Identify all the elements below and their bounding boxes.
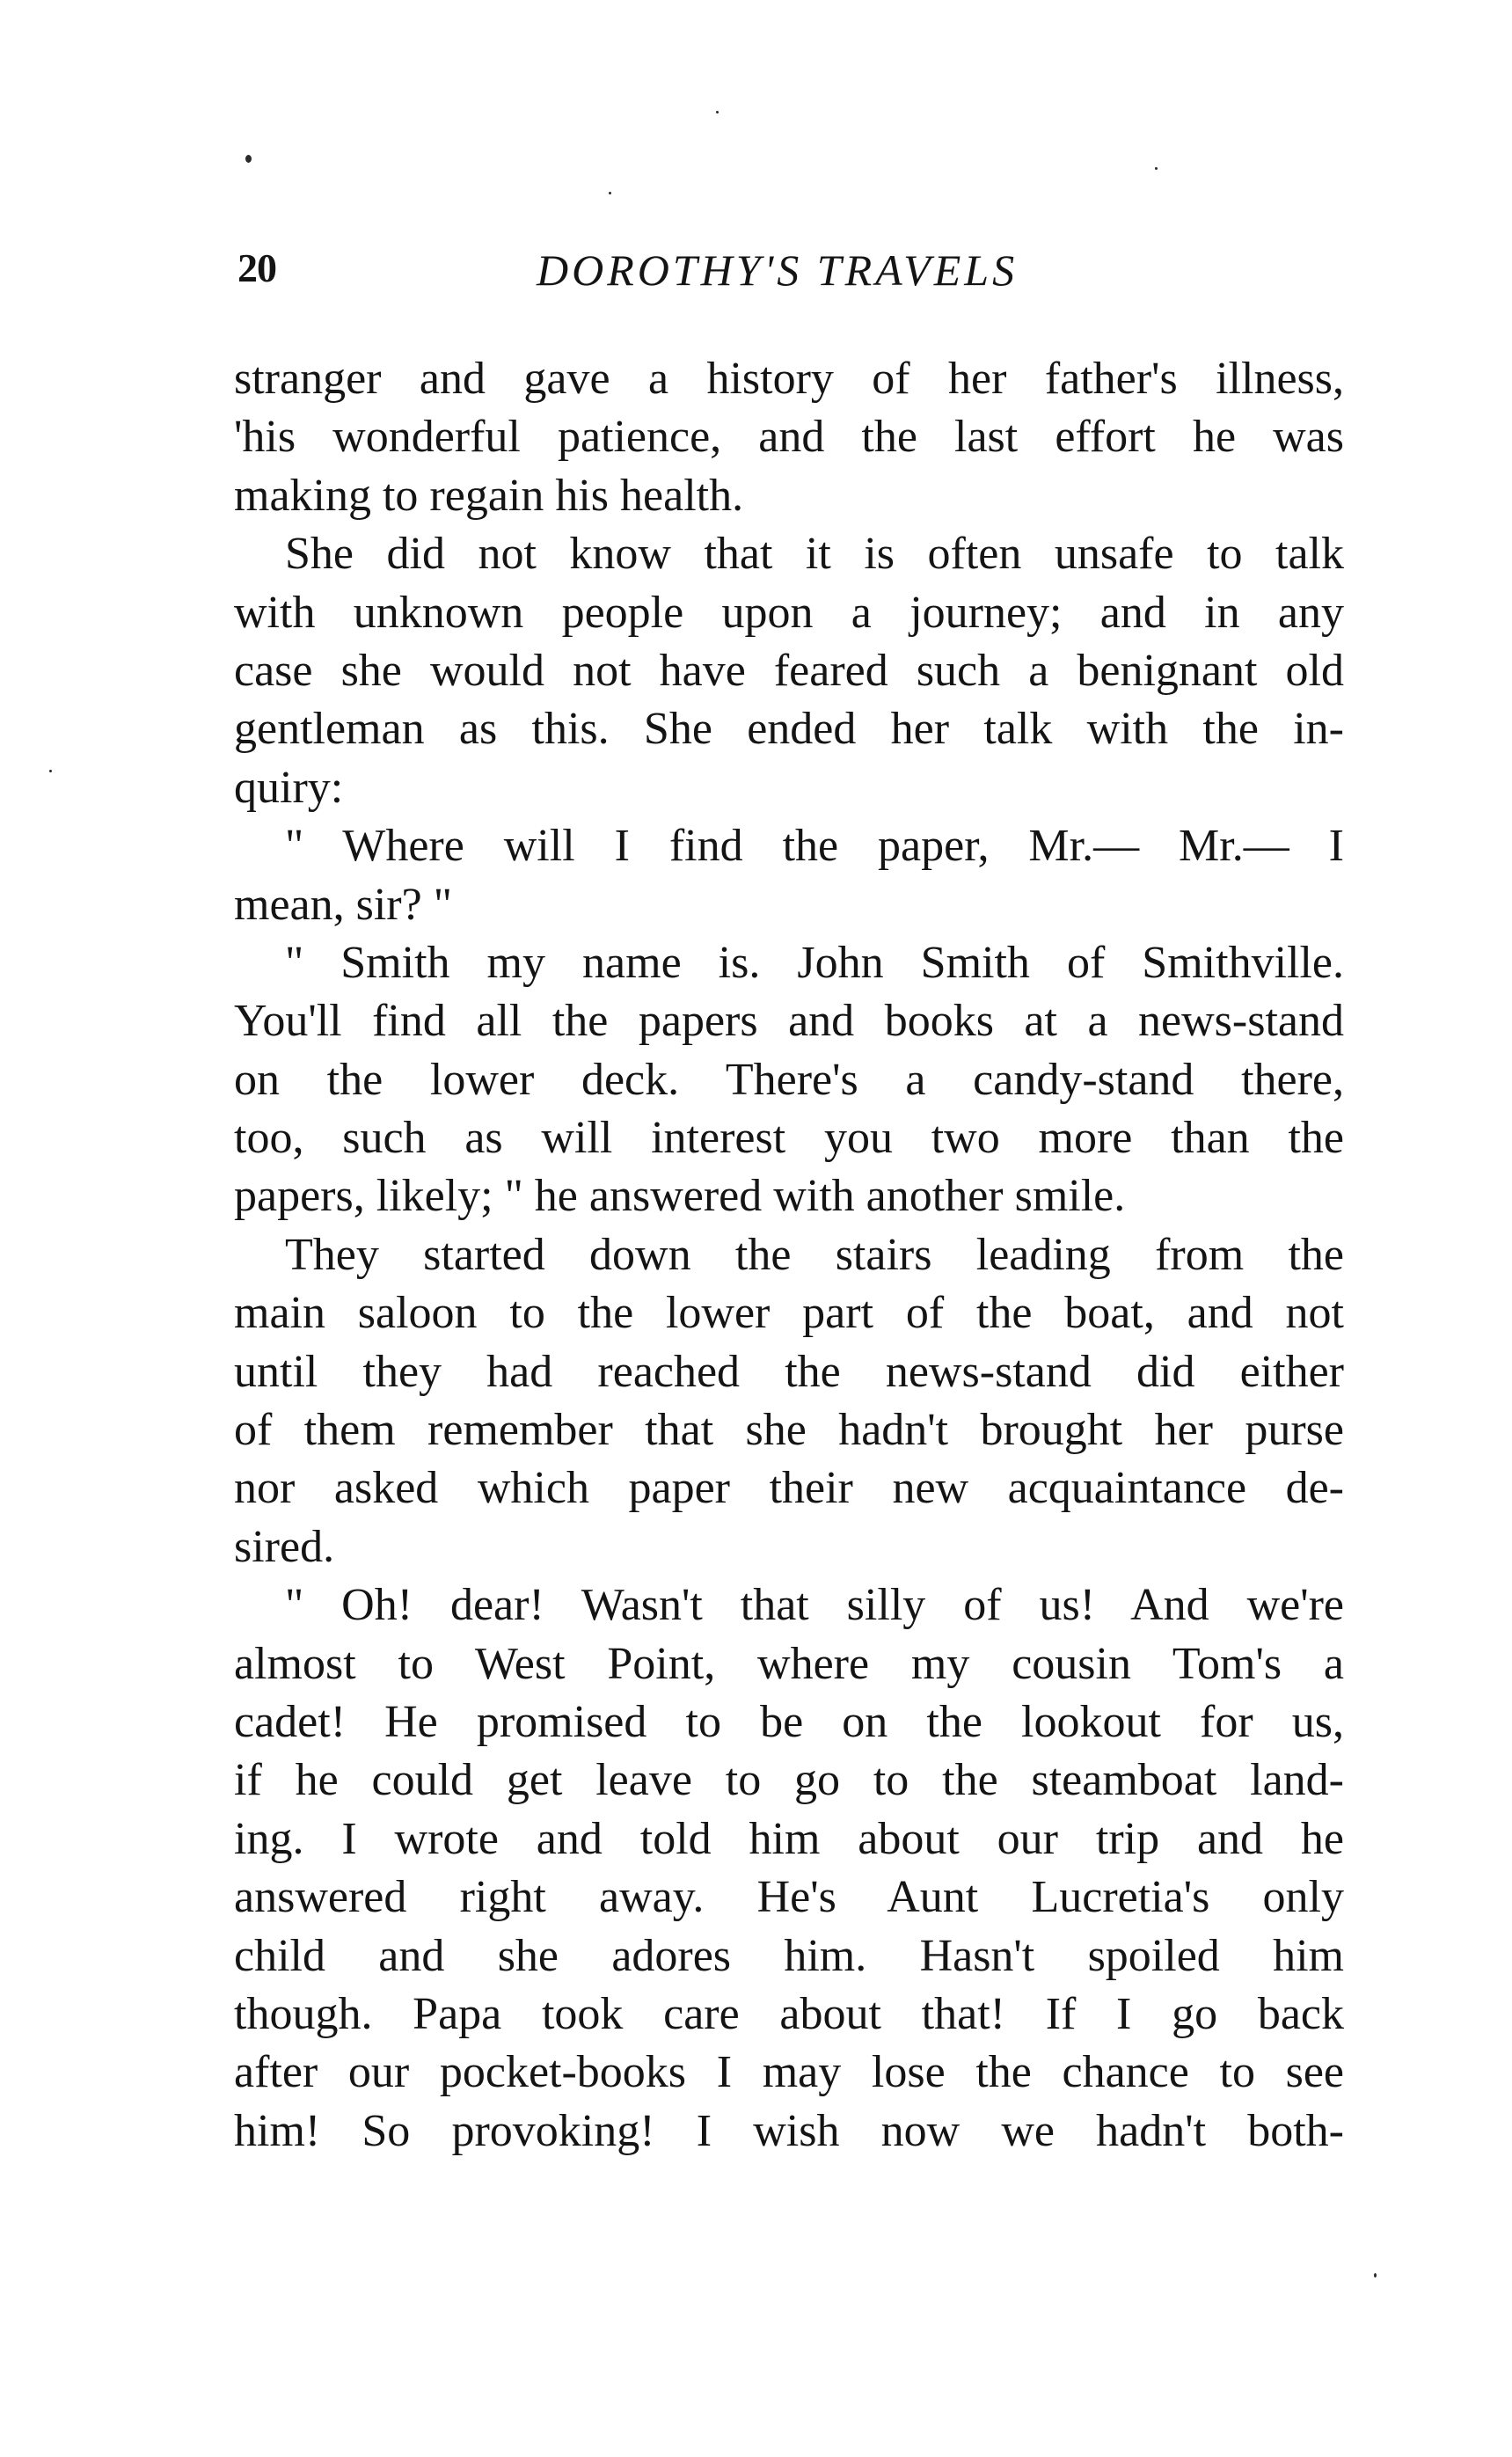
text-line: quiry:	[234, 762, 344, 813]
page-number: 20	[237, 245, 276, 290]
text-line: sired.	[234, 1521, 335, 1572]
text-line: though. Papa took care about that! If I go back	[234, 1988, 1344, 2039]
text-line: " Where will I find the paper, Mr.— Mr.— I	[285, 821, 1344, 872]
ink-speck	[49, 770, 52, 772]
ink-speck	[1155, 167, 1158, 170]
text-line: too, such as will interest you two more than the	[234, 1113, 1344, 1164]
text-line: mean, sir? "	[234, 879, 452, 930]
text-line: after our pocket-books I may lose the chance to see	[234, 2047, 1344, 2098]
text-line: with unknown people upon a journey; and in any	[234, 587, 1344, 638]
text-line: papers, likely; " he answered with another smile.	[234, 1171, 1126, 1222]
text-line: nor asked which paper their new acquaintance de-	[234, 1463, 1344, 1514]
text-line: making to regain his health.	[234, 470, 744, 521]
text-line: main saloon to the lower part of the boat, and not	[234, 1288, 1344, 1339]
text-line: You'll find all the papers and books at a news-stand	[234, 996, 1344, 1047]
ink-speck	[609, 192, 611, 194]
text-line: of them remember that she hadn't brought her purse	[234, 1405, 1344, 1456]
text-line: ing. I wrote and told him about our trip and he	[234, 1813, 1344, 1864]
running-head	[237, 245, 1337, 306]
text-line: him! So provoking! I wish now we hadn't both-	[234, 2105, 1344, 2156]
ink-speck	[245, 155, 252, 163]
text-line: until they had reached the news-stand did either	[234, 1346, 1344, 1397]
text-line: case she would not have feared such a benignant old	[234, 645, 1344, 696]
text-line: stranger and gave a history of her father's illness,	[234, 354, 1344, 404]
text-line: answered right away. He's Aunt Lucretia's only	[234, 1872, 1344, 1923]
text-line: cadet! He promised to be on the lookout for us,	[234, 1696, 1344, 1747]
body-text	[234, 350, 1344, 2161]
text-line: They started down the stairs leading from the	[285, 1229, 1344, 1280]
text-line: " Oh! dear! Wasn't that silly of us! And we're	[285, 1580, 1344, 1631]
ink-speck	[716, 111, 719, 113]
text-line: child and she adores him. Hasn't spoiled him	[234, 1930, 1344, 1981]
text-line: if he could get leave to go to the steamboat land-	[234, 1755, 1344, 1806]
text-line: on the lower deck. There's a candy-stand there,	[234, 1054, 1344, 1105]
ink-speck	[1374, 2273, 1377, 2278]
text-line: 'his wonderful patience, and the last effort he was	[234, 412, 1344, 463]
text-line: She did not know that it is often unsafe to talk	[285, 529, 1344, 580]
text-line: gentleman as this. She ended her talk with the in-	[234, 704, 1344, 755]
running-title: DOROTHY'S TRAVELS	[537, 245, 1019, 295]
text-line: almost to West Point, where my cousin Tom's a	[234, 1638, 1344, 1689]
text-line: " Smith my name is. John Smith of Smithville.	[285, 937, 1344, 988]
